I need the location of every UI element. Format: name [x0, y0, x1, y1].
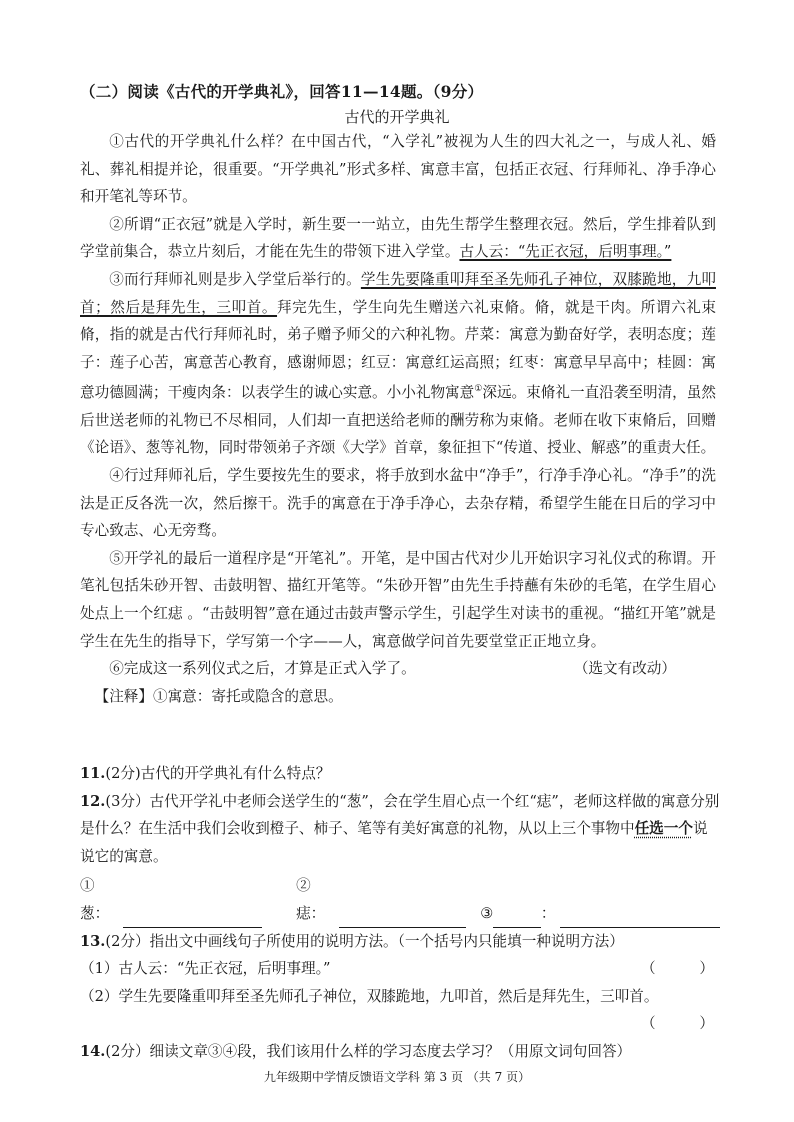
answer-blank-1[interactable]	[123, 909, 262, 928]
paragraph-3-intro: ③而行拜师礼则是步入学堂后举行的。	[109, 270, 361, 288]
answer-paren-2-row	[80, 1010, 720, 1038]
question-13	[80, 928, 720, 956]
question-12-answers	[80, 872, 720, 927]
question-14-text: (2分）细读文章③④段，我们该用什么样的学习态度去学习？（用原文词句回答）	[105, 1042, 632, 1060]
paragraph-1: ①古代的开学典礼什么样？在中国古代，“入学礼”被视为人生的四大礼之一，与成人礼、婚礼、葬礼相提并论，很重要。“开学典礼”形式多样、寓意丰富，包括正衣冠、行拜师礼、净手净心和开笔礼等环节。	[80, 133, 716, 206]
questions-section	[80, 760, 720, 1066]
answer-blank-3-item[interactable]	[493, 909, 541, 928]
blank-2-label: ②痣：	[296, 877, 326, 922]
answer-blank-2[interactable]	[339, 909, 466, 928]
paragraph-3	[80, 266, 716, 462]
paragraph-6-text: ⑥完成这一系列仪式之后，才算是正式入学了。	[109, 660, 416, 678]
answer-paren-2[interactable]: （ ）	[641, 1015, 714, 1033]
answer-paren-1[interactable]: （ ）	[641, 960, 714, 978]
paragraph-2	[80, 211, 716, 266]
paragraph-2-text: ②所谓“正衣冠”就是入学时，新生要一一站立，由先生帮学生整理衣冠。然后，学生排着队到学堂前集合，恭立片刻后，才能在先生的带领下进入学堂。	[80, 215, 716, 261]
question-14-number: 14.	[80, 1042, 106, 1060]
question-13-text: (2分）指出文中画线句子所使用的说明方法。（一个括号内只能填一种说明方法）	[105, 932, 624, 950]
article-title: 古代的开学典礼	[344, 108, 450, 126]
question-14	[80, 1038, 720, 1066]
page-footer: 九年级期中学情反馈语文学科 第 3 页 （共 7 页）	[263, 1070, 531, 1084]
question-12	[80, 788, 720, 871]
paragraph-6	[80, 655, 716, 683]
question-11-number: 11.	[80, 765, 106, 782]
blank-3-separator: ：	[540, 904, 556, 922]
question-13-number: 13.	[80, 932, 106, 950]
blank-3-label: ③	[480, 904, 494, 922]
paragraph-5: ⑤开学礼的最后一道程序是“开笔礼”。开笔，是中国古代对少儿开始识字习礼仪式的称谓。开笔礼包括朱砂开智、击鼓明智、描红开笔等。“朱砂开智”由先生手持蘸有朱砂的毛笔，在学生眉心处点上一个红痣 。“击鼓明智”意在通过击鼓声警示学生，引起学生对读书的重视。“描红开笔”就是学生在先生的指导下，学写第一个字——人，寓意做学问首先要堂堂正正地立身。	[80, 549, 716, 650]
question-12-text-end: 说说它的寓意。	[80, 820, 708, 865]
underlined-sentence-2: 学生先要隆重叩拜至圣先师孔子神位，双膝跪地，九叩首；然后是拜先生，三叩首。	[80, 270, 716, 316]
question-13-item-2: （2）学生先要隆重叩拜至圣先师孔子神位，双膝跪地，九叩首，然后是拜先生，三叩首。	[80, 987, 659, 1005]
reading-passage	[80, 128, 716, 710]
question-12-emphasis: 任选一个	[634, 820, 693, 838]
question-13-item-1-text: （1）古人云：“先正衣冠，后明事理。”	[80, 960, 331, 978]
question-13-item-1	[80, 955, 720, 983]
source-note: （选文有改动）	[573, 660, 676, 678]
answer-blank-3[interactable]	[560, 909, 720, 928]
blank-1-label: ①葱：	[80, 877, 110, 922]
question-12-text: (3分）古代开学礼中老师会送学生的“葱”，会在学生眉心点一个红“痣”，老师这样做的寓意分别是什么？在生活中我们会收到橙子、柿子、笔等有美好寓意的礼物，从以上三个事物中	[80, 792, 720, 838]
footnote-marker: ①	[474, 384, 483, 395]
underlined-sentence-1: 古人云：“先正衣冠，后明事理。”	[459, 243, 672, 261]
paragraph-3-body: 拜完先生，学生向先生赠送六礼束脩。脩，就是干肉。所谓六礼束脩，指的就是古代行拜师礼时，弟子赠予师父的六种礼物。芹菜：寓意为勤奋好学，表明态度；莲子：莲子心苦，寓意苦心教育，感谢师恩；红豆：寓意红运高照；红枣：寓意早早高中；桂圆：寓意功德圆满；干瘦肉条：以表学生的诚心实意。小小礼物寓意	[80, 298, 716, 402]
question-11-text: (2分)古代的开学典礼有什么特点？	[105, 765, 331, 782]
paragraph-3-end: 深远。束脩礼一直沿袭至明清，虽然后世送老师的礼物已不尽相同，人们却一直把送给老师的酬劳称为束脩。老师在收下束脩后，回赠《论语》、葱等礼物，同时带领弟子齐颂《大学》首章，象征担下“传道、授业、解惑”的重责大任。	[80, 384, 716, 457]
section-title: （二）阅读《古代的开学典礼》，回答11—14题。（9分）	[80, 82, 484, 101]
paragraph-4: ④行过拜师礼后，学生要按先生的要求，将手放到水盆中“净手”，行净手净心礼。“净手”的洗法是正反各洗一次，然后擦干。洗手的寓意在于净手净心，去杂存精，希望学生能在日后的学习中专心致志、心无旁骛。	[80, 466, 716, 540]
annotation: 【注释】①寓意：寄托或隐含的意思。	[94, 687, 343, 705]
question-12-number: 12.	[80, 792, 106, 810]
question-11	[80, 760, 720, 788]
